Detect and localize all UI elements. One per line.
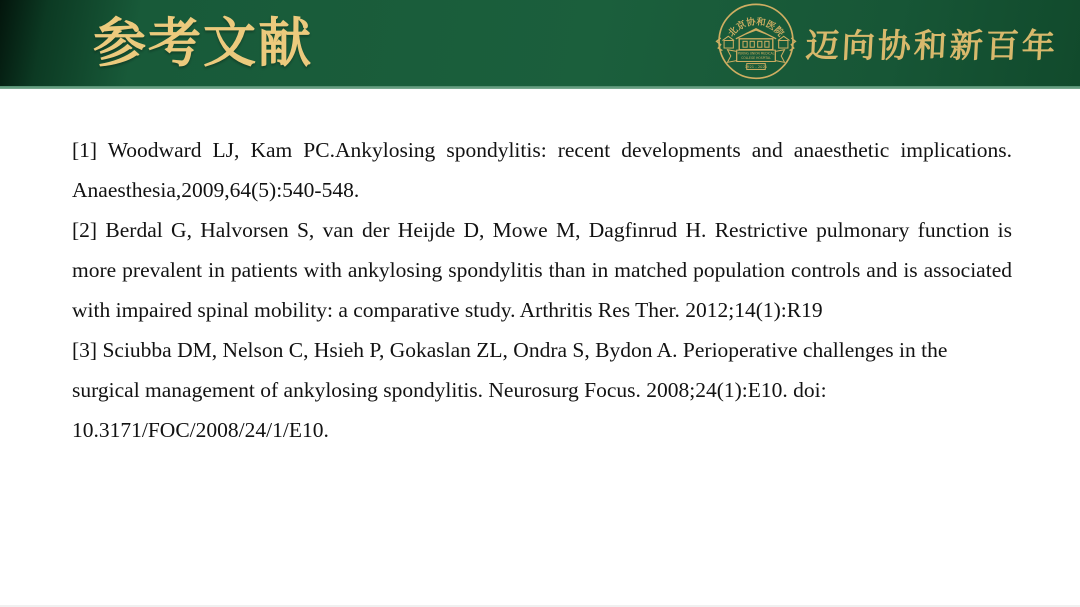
hospital-emblem-icon xyxy=(714,1,798,85)
emblem-banner-line1: PEKING UNION MEDICAL xyxy=(737,51,775,56)
emblem-banner-line2: COLLEGE HOSPITAL xyxy=(741,55,771,60)
reference-item-2: [2] Berdal G, Halvorsen S, van der Heijde D, Mowe M, Dagfinrud H. Restrictive pulmonary function is more prevalent in patients with ankylosing spondylitis than in matched population controls and is associated with impaired spinal mobility: a comparative study. Arthritis Res Ther. 2012;14(1):R19 xyxy=(72,218,1012,322)
reference-item-3: [3] Sciubba DM, Nelson C, Hsieh P, Gokaslan ZL, Ondra S, Bydon A. Perioperative challenges in the surgical management of ankylosing spondylitis. Neurosurg Focus. 2008;24(1):E10. doi: 10.3171/FOC/2008/24/1/E10. xyxy=(72,338,948,442)
references-list xyxy=(0,86,1080,450)
page-title: 参考文献 xyxy=(93,13,313,74)
hospital-brand xyxy=(714,0,1058,86)
anniversary-slogan: 迈向协和新百年 xyxy=(804,25,1059,65)
svg-text:北京协和医院 xyxy=(726,15,788,39)
emblem-years: 1921 - 2021 xyxy=(744,65,768,70)
emblem-arc-text: 北京协和医院 xyxy=(726,16,786,40)
header-band xyxy=(0,0,1080,86)
reference-item-1: [1] Woodward LJ, Kam PC.Ankylosing spondylitis: recent developments and anaesthetic implications. Anaesthesia,2009,64(5):540-548. xyxy=(72,138,1012,202)
